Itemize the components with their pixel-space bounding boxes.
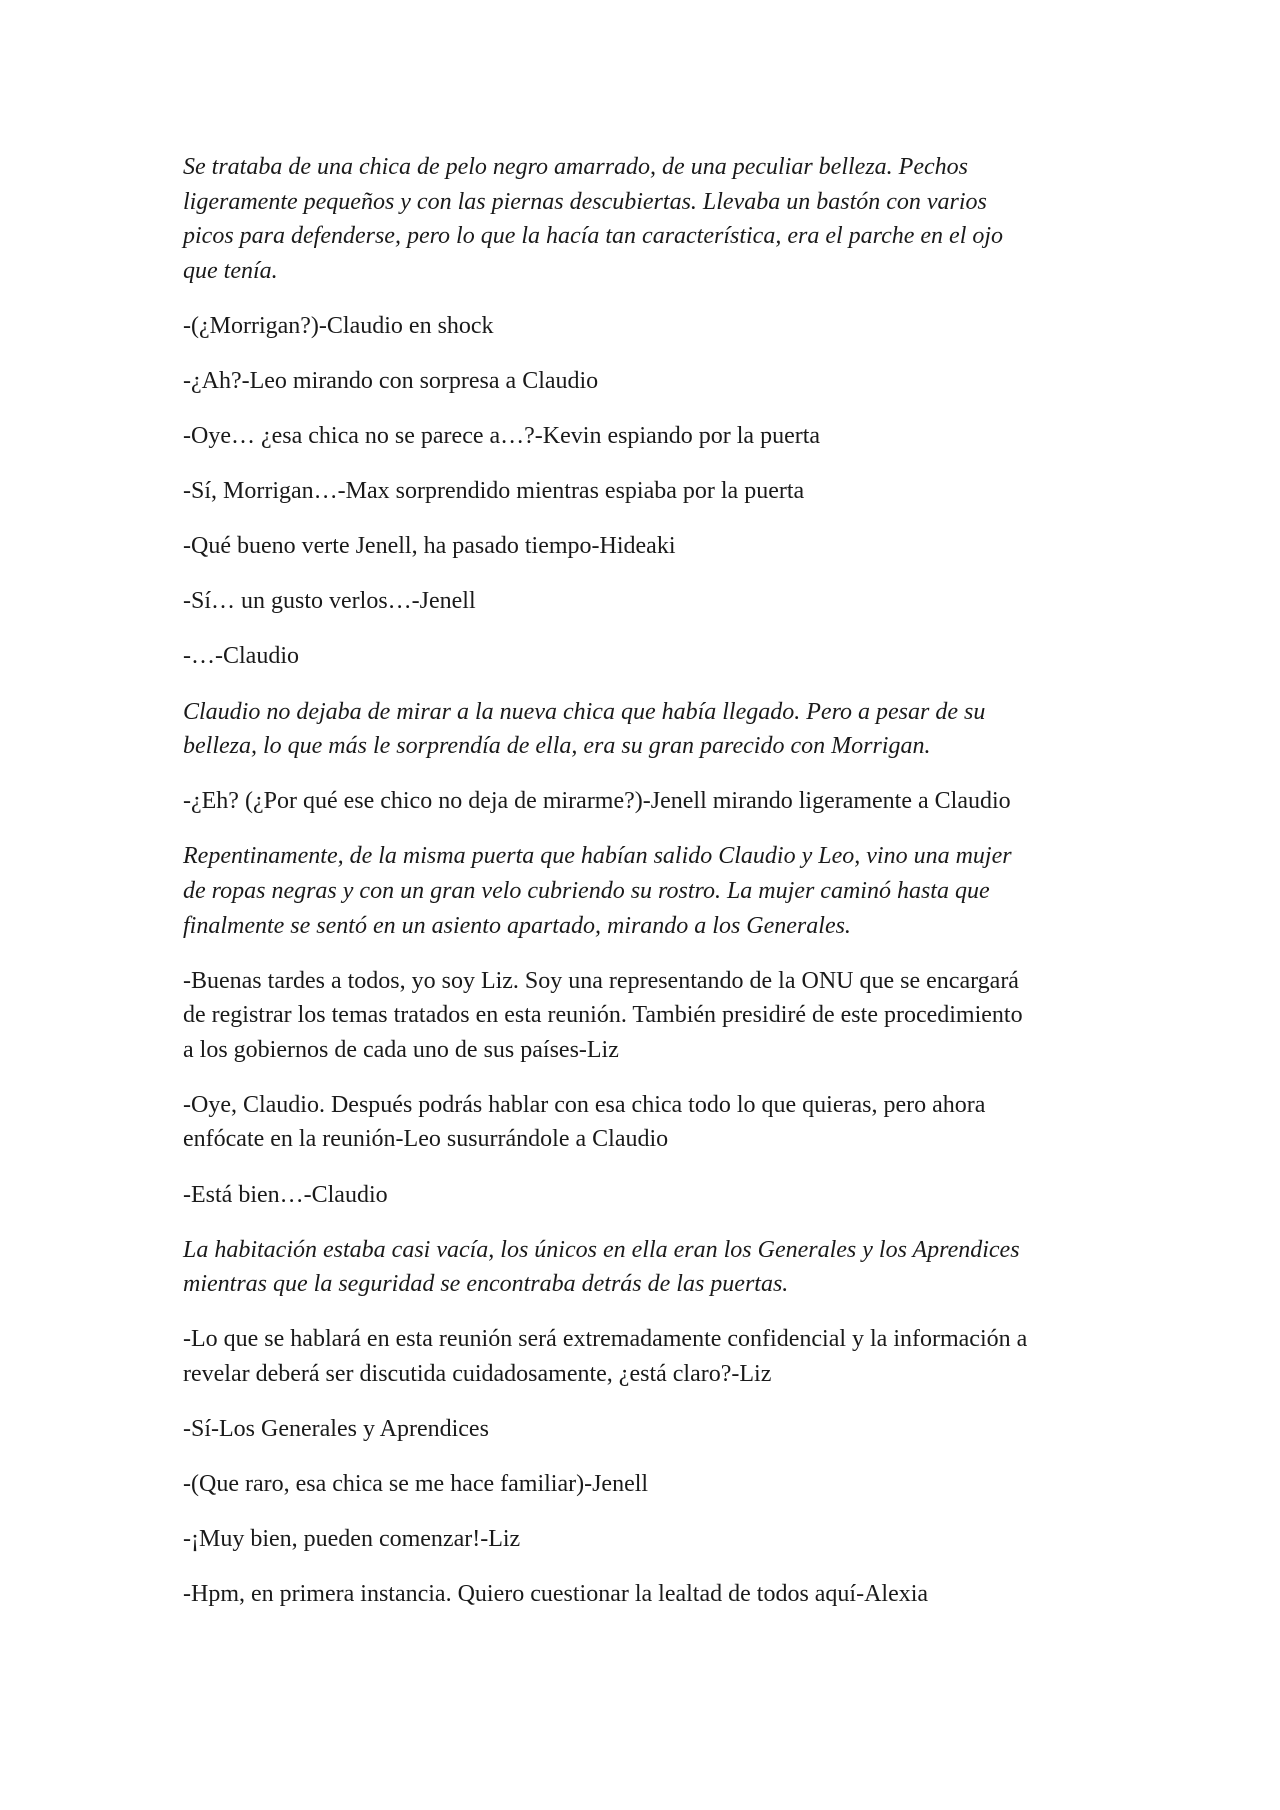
narration-paragraph: [183, 695, 1123, 764]
dialogue-paragraph: [183, 1577, 1123, 1612]
dialogue-paragraph: [183, 1467, 1123, 1502]
text-line: -Sí-Los Generales y Aprendices: [183, 1416, 489, 1443]
text-line: de registrar los temas tratados en esta reunión. También presidiré de este procedimiento: [183, 1002, 1023, 1029]
text-line: -Oye… ¿esa chica no se parece a…?-Kevin espiando por la puerta: [183, 423, 821, 450]
text-line: -Qué bueno verte Jenell, ha pasado tiempo-Hideaki: [183, 533, 676, 560]
document-page: [183, 150, 1123, 1632]
dialogue-paragraph: [183, 1322, 1123, 1391]
dialogue-paragraph: [183, 964, 1123, 1068]
text-line: revelar deberá ser discutida cuidadosamente, ¿está claro?-Liz: [183, 1360, 772, 1387]
text-line: -Sí… un gusto verlos…-Jenell: [183, 588, 476, 615]
dialogue-paragraph: [183, 309, 1123, 344]
dialogue-paragraph: [183, 529, 1123, 564]
dialogue-paragraph: [183, 639, 1123, 674]
text-line: -¿Eh? (¿Por qué ese chico no deja de mirarme?)-Jenell mirando ligeramente a Claudio: [183, 788, 1011, 815]
narration-paragraph: [183, 1233, 1123, 1302]
text-line: -Sí, Morrigan…-Max sorprendido mientras espiaba por la puerta: [183, 478, 805, 505]
text-line: Repentinamente, de la misma puerta que habían salido Claudio y Leo, vino una mujer: [183, 843, 1012, 870]
text-line: de ropas negras y con un gran velo cubriendo su rostro. La mujer caminó hasta que: [183, 877, 990, 904]
dialogue-paragraph: [183, 419, 1123, 454]
text-line: Se trataba de una chica de pelo negro amarrado, de una peculiar belleza. Pechos: [183, 154, 968, 180]
text-line: -Lo que se hablará en esta reunión será extremadamente confidencial y la información a: [183, 1326, 1028, 1353]
dialogue-paragraph: [183, 1088, 1123, 1157]
text-line: -Está bien…-Claudio: [183, 1181, 388, 1208]
text-line: -Hpm, en primera instancia. Quiero cuestionar la lealtad de todos aquí-Alexia: [183, 1581, 929, 1608]
text-line: ligeramente pequeños y con las piernas descubiertas. Llevaba un bastón con varios: [183, 188, 987, 215]
text-line: a los gobiernos de cada uno de sus países-Liz: [183, 1036, 619, 1063]
text-line: enfócate en la reunión-Leo susurrándole a Claudio: [183, 1126, 669, 1153]
text-line: -(Que raro, esa chica se me hace familiar)-Jenell: [183, 1471, 649, 1498]
narration-paragraph: [183, 150, 1123, 288]
text-line: -Oye, Claudio. Después podrás hablar con esa chica todo lo que quieras, pero ahora: [183, 1091, 986, 1118]
text-line: picos para defenderse, pero lo que la hacía tan característica, era el parche en el ojo: [183, 223, 1004, 250]
dialogue-paragraph: [183, 364, 1123, 399]
text-line: La habitación estaba casi vacía, los únicos en ella eran los Generales y los Aprendices: [183, 1236, 1020, 1263]
dialogue-paragraph: [183, 474, 1123, 509]
dialogue-paragraph: [183, 1522, 1123, 1557]
text-line: -…-Claudio: [183, 643, 299, 670]
text-line: belleza, lo que más le sorprendía de ella, era su gran parecido con Morrigan.: [183, 733, 931, 760]
text-line: -¡Muy bien, pueden comenzar!-Liz: [183, 1526, 521, 1553]
text-line: que tenía.: [183, 257, 278, 284]
text-line: -Buenas tardes a todos, yo soy Liz. Soy una representando de la ONU que se encargará: [183, 967, 1019, 994]
narration-paragraph: [183, 839, 1123, 943]
dialogue-paragraph: [183, 1412, 1123, 1447]
dialogue-paragraph: [183, 784, 1123, 819]
text-line: -(¿Morrigan?)-Claudio en shock: [183, 312, 494, 339]
dialogue-paragraph: [183, 1178, 1123, 1213]
text-line: finalmente se sentó en un asiento apartado, mirando a los Generales.: [183, 912, 851, 939]
text-line: mientras que la seguridad se encontraba detrás de las puertas.: [183, 1271, 789, 1298]
text-line: Claudio no dejaba de mirar a la nueva chica que había llegado. Pero a pesar de su: [183, 698, 986, 725]
text-line: -¿Ah?-Leo mirando con sorpresa a Claudio: [183, 367, 599, 394]
dialogue-paragraph: [183, 584, 1123, 619]
